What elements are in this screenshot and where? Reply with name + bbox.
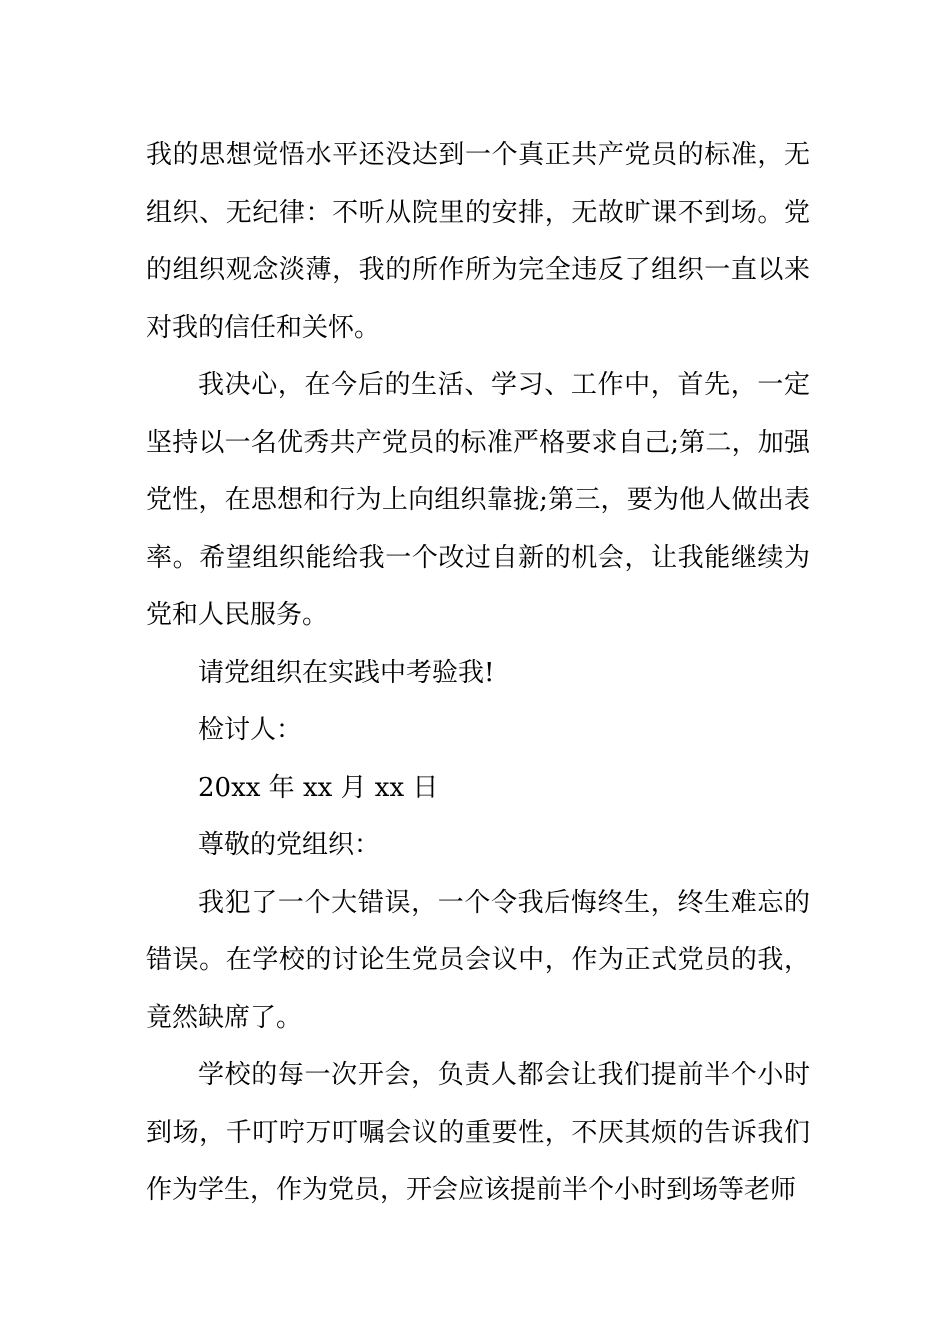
paragraph-3: 请党组织在实践中考验我! (198, 657, 495, 688)
paragraph-1: 我的思想觉悟水平还没达到一个真正共产党员的标准，无组织、无纪律：不听从院里的安排，无故旷课不到场。党的组织观念淡薄，我的所作所为完全违反了组织一直以来对我的信任和关怀。 (146, 140, 810, 343)
date-line: 20xx 年 xx 月 xx 日 (198, 772, 439, 803)
document-body (146, 127, 810, 1220)
signature-label: 检讨人： (198, 715, 303, 745)
paragraph-8: 学校的每一次开会，负责人都会让我们提前半个小时到场，千叮咛万叮嘱会议的重要性，不厌其烦的告诉我们作为学生，作为党员，开会应该提前半个小时到场等老师 (146, 1060, 810, 1205)
salutation: 尊敬的党组织： (198, 830, 381, 860)
paragraph-7: 我犯了一个大错误，一个令我后悔终生，终生难忘的错误。在学校的讨论生党员会议中，作为正式党员的我，竟然缺席了。 (146, 887, 810, 1033)
paragraph-2: 我决心，在今后的生活、学习、工作中，首先，一定坚持以一名优秀共产党员的标准严格要求自己;第二，加强党性，在思想和行为上向组织靠拢;第三，要为他人做出表率。希望组织能给我一个改过自新的机会，让我能继续为党和人民服务。 (146, 370, 810, 630)
